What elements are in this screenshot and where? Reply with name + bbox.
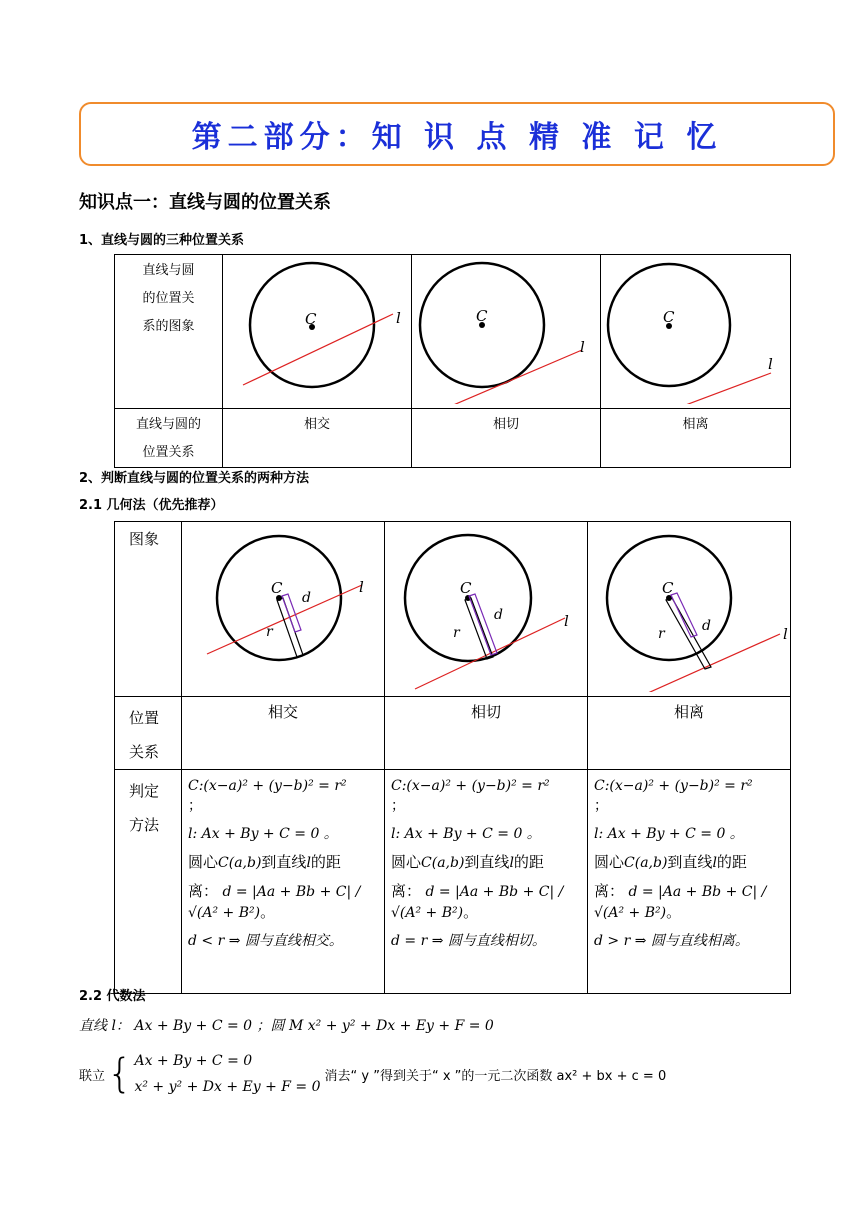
text: l (712, 855, 717, 871)
text: 。 (666, 903, 682, 921)
joint-label: 联立 (79, 1068, 106, 1084)
text: 的距 (513, 853, 544, 871)
text: C(a,b) (218, 855, 262, 871)
label-line: 位置关系 (142, 445, 195, 460)
text: 到直线 (261, 853, 307, 871)
title-banner (79, 102, 835, 166)
label-line: 关系 (129, 743, 160, 761)
subheading-2-1: 2.1 几何法（优先推荐） (79, 498, 224, 513)
center-label: C (662, 579, 674, 597)
text: 的距 (310, 853, 341, 871)
separate-diagram (601, 255, 791, 404)
line-equation: l: Ax + By + C = 0 。 (188, 826, 338, 842)
text: 的距 (716, 853, 747, 871)
text: 离： (391, 882, 422, 900)
geo-separate-diagram (588, 522, 791, 692)
geo-caption-separate: 相离 (673, 703, 704, 721)
geo-caption-tangent: 相切 (470, 703, 501, 721)
line-label: l (580, 338, 585, 356)
semicolon: ； (594, 798, 608, 814)
distance-formula: d = |Aa + Bb + C| / √(A² + B²) (594, 884, 767, 921)
text: 。 (463, 903, 479, 921)
text: 圆心 (188, 853, 219, 871)
caption-tangent: 相切 (492, 417, 519, 432)
banner-title: 第二部分：知 识 点 精 准 记 忆 (191, 120, 723, 155)
distance-label: d (494, 607, 503, 623)
distance-formula: d = |Aa + Bb + C| / √(A² + B²) (391, 884, 564, 921)
system-eq-2: x² + y² + Dx + Ey + F = 0 (134, 1079, 321, 1095)
criteria-tangent (385, 770, 588, 994)
text: 到直线 (464, 853, 510, 871)
tangent-diagram (412, 255, 601, 404)
geo-intersect-diagram (182, 522, 385, 692)
center-label: C (305, 310, 317, 328)
text: l (509, 855, 514, 871)
label-line: 直线与圆 (142, 263, 195, 278)
line-label: l (396, 309, 401, 327)
distance-label: d (702, 618, 711, 634)
algebra-line-1 (79, 1015, 494, 1035)
result-tangent: d = r ⇒ 圆与直线相切。 (391, 933, 546, 949)
distance-formula: d = |Aa + Bb + C| / √(A² + B²) (188, 884, 361, 921)
geo-caption-intersect: 相交 (267, 703, 298, 721)
text: C(a,b) (624, 855, 668, 871)
caption-intersect: 相交 (303, 417, 330, 432)
distance-label: d (302, 590, 311, 606)
circle-equation: C:(x−a)² + (y−b)² = r² (188, 778, 347, 794)
caption-separate: 相离 (682, 417, 709, 432)
line-equation: l: Ax + By + C = 0 。 (391, 826, 541, 842)
relation-table (114, 254, 791, 468)
text: 到直线 (667, 853, 713, 871)
semicolon: ； (391, 798, 405, 814)
label-line: 直线与圆的 (135, 417, 201, 432)
row-label-relation (115, 409, 223, 468)
radius-label: r (658, 626, 665, 642)
label-method (115, 770, 181, 842)
brace-icon: { (107, 1051, 133, 1097)
section-heading: 知识点一：直线与圆的位置关系 (79, 192, 331, 213)
circle-equation: C:(x−a)² + (y−b)² = r² (594, 778, 753, 794)
text: 离： (594, 882, 625, 900)
subheading-2: 2、判断直线与圆的位置关系的两种方法 (79, 471, 310, 486)
intersect-diagram (223, 255, 412, 404)
elimination-text: 消去“ y ”得到关于“ x ”的一元二次函数 ax² + bx + c = 0 (324, 1068, 667, 1084)
line-label: l (783, 625, 788, 643)
text: 。 (260, 903, 276, 921)
row-label-image (115, 255, 223, 409)
circle-equation: C:(x−a)² + (y−b)² = r² (391, 778, 550, 794)
label-line: 判定 (129, 782, 160, 800)
label-line: 的位置关 (142, 291, 195, 306)
geometric-method-table (114, 521, 791, 994)
geo-figure-separate (588, 522, 791, 697)
semicolon: ； (188, 798, 202, 814)
label-image: 图象 (129, 530, 160, 548)
figure-tangent (412, 255, 601, 409)
center-label: C (460, 579, 472, 597)
geo-figure-intersect (182, 522, 385, 697)
text: 圆心 (594, 853, 625, 871)
criteria-separate (588, 770, 791, 994)
line-equation: l: Ax + By + C = 0 。 (594, 826, 744, 842)
geo-tangent-diagram (385, 522, 588, 692)
figure-separate (601, 255, 791, 409)
algebra-system (79, 1048, 666, 1100)
label-line: 方法 (129, 816, 160, 834)
radius-label: r (266, 624, 273, 640)
center-label: C (663, 308, 675, 326)
subheading-2-2: 2.2 代数法 (79, 989, 146, 1004)
criteria-intersect (182, 770, 385, 994)
text: 圆心 (391, 853, 422, 871)
text: l (306, 855, 311, 871)
geo-figure-tangent (385, 522, 588, 697)
result-intersect: d < r ⇒ 圆与直线相交。 (188, 933, 343, 949)
label-line: 位置 (129, 709, 160, 727)
algebra-equations: 直线 l： Ax + By + C = 0 ；圆 M x² + y² + Dx + Ey + F = 0 (79, 1018, 494, 1034)
system-eq-1: Ax + By + C = 0 (134, 1053, 253, 1069)
label-line: 系的图象 (142, 319, 195, 334)
line-label: l (564, 612, 569, 630)
equation-system (134, 1048, 320, 1100)
line-label: l (359, 578, 364, 596)
result-separate: d > r ⇒ 圆与直线相离。 (594, 933, 749, 949)
center-label: C (271, 579, 283, 597)
center-label: C (476, 307, 488, 325)
radius-label: r (453, 625, 460, 641)
figure-intersect (223, 255, 412, 409)
text: C(a,b) (421, 855, 465, 871)
text: 离： (188, 882, 219, 900)
line-label: l (768, 355, 773, 373)
label-position (115, 697, 181, 769)
subheading-1: 1、直线与圆的三种位置关系 (79, 233, 245, 248)
